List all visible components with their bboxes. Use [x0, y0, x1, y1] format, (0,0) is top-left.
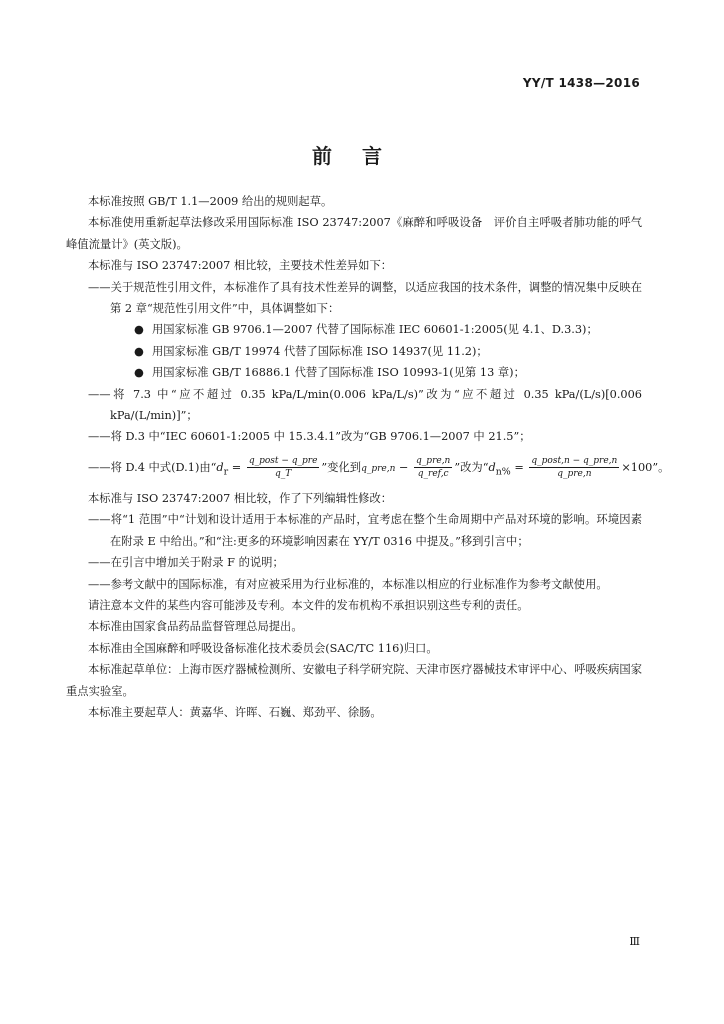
dash-item: ——将“1 范围”中“计划和设计适用于本标准的产品时，宜考虑在整个生命周期中产品对环境的影响。环境因素在附录 E 中给出。”和“注:更多的环境影响因素在 YY/T 0316 中提及。”移到引言中；: [88, 513, 642, 548]
fraction-numerator: q_post − q_pre: [248, 456, 318, 467]
formula-text: ”变化到: [321, 460, 362, 474]
paragraph: 本标准与 ISO 23747:2007 相比较，主要技术性差异如下：: [88, 259, 393, 273]
page-number: Ⅲ: [629, 935, 640, 948]
bullet-dot-icon: ●: [134, 344, 144, 358]
paragraph: 本标准起草单位：上海市医疗器械检测所、安徽电子科学研究院、天津市医疗器械技术审评中心、呼吸疾病国家重点实验室。: [66, 663, 642, 698]
fraction: [529, 455, 619, 480]
bullet-dot-icon: ●: [134, 323, 144, 337]
formula-lead: ——将 D.4 中式(D.1)由“: [88, 460, 217, 474]
formula-equals: =: [510, 460, 528, 474]
bullet-item: [66, 341, 642, 362]
bullet-text: 用国家标准 GB 9706.1—2007 代替了国际标准 IEC 60601-1:2005(见 4.1、D.3.3)；: [152, 323, 598, 337]
page-title: 前言: [312, 144, 412, 168]
bullet-item: [66, 362, 642, 383]
paragraph: 本标准与 ISO 23747:2007 相比较，作了下列编辑性修改：: [88, 491, 393, 505]
bullet-text: 用国家标准 GB/T 19974 代替了国际标准 ISO 14937(见 11.2)；: [152, 344, 488, 358]
paragraph: 请注意本文件的某些内容可能涉及专利。本文件的发布机构不承担识别这些专利的责任。: [88, 598, 529, 612]
bullet-dot-icon: ●: [134, 366, 144, 380]
document-body: [66, 191, 670, 723]
formula-item: [66, 448, 670, 488]
bullet-text: 用国家标准 GB/T 16886.1 代替了国际标准 ISO 10993-1(见第 13 章)；: [152, 366, 525, 380]
dash-item: ——将 7.3 中“应不超过 0.35 kPa/L/min(0.006 kPa/L/s)”改为“应不超过 0.35 kPa/(L/s)[0.006 kPa/(L/min)]”；: [88, 387, 642, 423]
formula-minus: −: [395, 460, 413, 474]
formula-subscript: n%: [495, 466, 511, 478]
formula-symbol: d: [216, 460, 224, 474]
paragraph: 本标准由全国麻醉和呼吸设备标准化技术委员会(SAC/TC 116)归口。: [88, 641, 438, 655]
formula-equals: =: [228, 460, 245, 474]
paragraph: 本标准主要起草人：黄嘉华、许晖、石巍、郑劲平、徐肠。: [88, 705, 382, 719]
fraction: [247, 455, 320, 480]
fraction: [414, 455, 452, 480]
dash-item: ——在引言中增加关于附录 F 的说明；: [88, 556, 284, 570]
formula-text: ”改为“: [454, 460, 489, 474]
paragraph: 本标准使用重新起草法修改采用国际标准 ISO 23747:2007《麻醉和呼吸设备 评价自主呼吸者肺功能的呼气峰值流量计》(英文版)。: [66, 216, 642, 251]
fraction-numerator: q_post,n − q_pre,n: [531, 456, 618, 467]
bullet-item: [66, 319, 642, 340]
dash-item: ——将 D.3 中“IEC 60601-1:2005 中 15.3.4.1”改为“GB 9706.1—2007 中 21.5”；: [88, 430, 531, 444]
dash-item: ——参考文献中的国际标准，有对应被采用为行业标准的，本标准以相应的行业标准作为参考文献使用。: [88, 577, 608, 591]
formula-tail: ×100”。: [621, 460, 670, 474]
fraction-denominator: q_ref,c: [417, 469, 449, 480]
standard-number: YY/T 1438—2016: [522, 76, 640, 90]
dash-item: ——关于规范性引用文件，本标准作了具有技术性差异的调整，以适应我国的技术条件，调整的情况集中反映在第 2 章“规范性引用文件”中，具体调整如下：: [88, 280, 642, 316]
paragraph: 本标准由国家食品药品监督管理总局提出。: [88, 620, 303, 634]
formula-term: q_pre,n: [361, 463, 396, 474]
formula-subscript: r: [223, 466, 229, 478]
formula-symbol: d: [488, 460, 496, 474]
fraction-numerator: q_pre,n: [416, 456, 451, 467]
fraction-denominator: q_T: [274, 469, 292, 480]
fraction-denominator: q_pre,n: [557, 469, 592, 480]
paragraph: 本标准按照 GB/T 1.1—2009 给出的规则起草。: [88, 195, 333, 208]
